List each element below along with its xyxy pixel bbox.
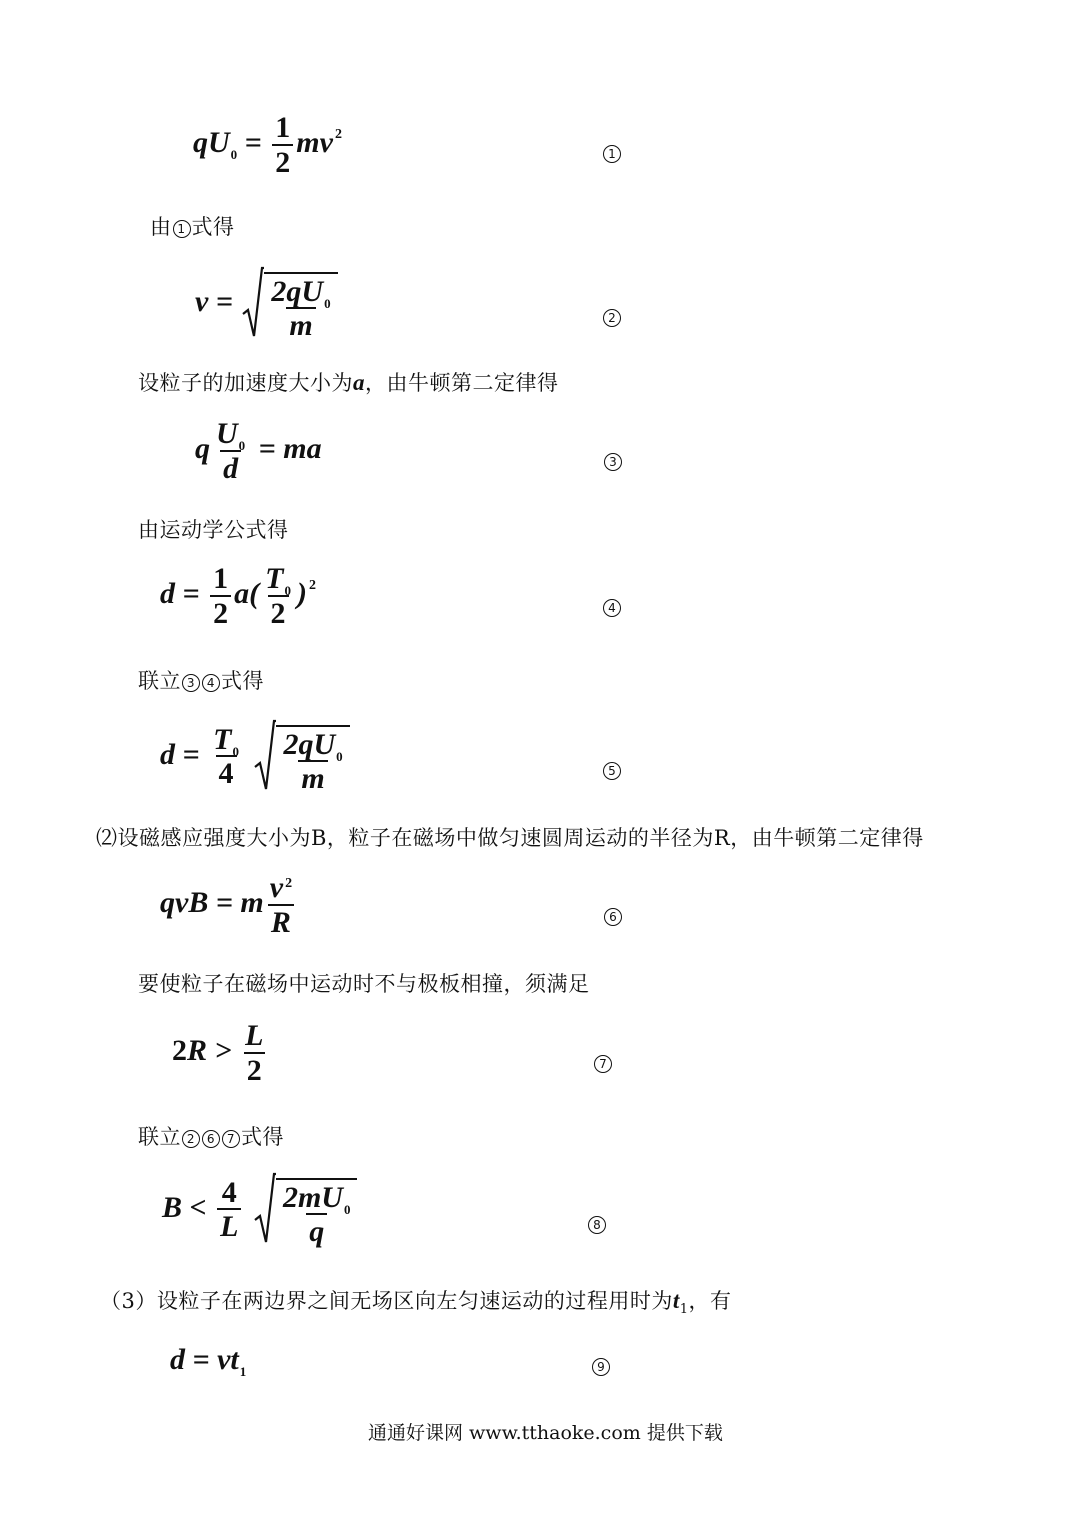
equation-2: v = $\frac{2qU_0}{m}$ xyxy=(195,266,338,342)
equation-8: B < $\frac{4}{L}$ $\frac{2mU_0}{q}$ xyxy=(162,1172,357,1248)
equation-4: d = $\frac{1}{2}$ a( $\frac{T_0}{2}$ ) $^2$ xyxy=(160,562,316,630)
equation-1: $qU_0$ = $\frac{1}{2}$ mv $^2$ xyxy=(193,111,342,179)
equation-7-marker: 7 xyxy=(593,1055,613,1073)
text-combine-3-4: 联立 3 4 式得 xyxy=(138,669,264,693)
equation-6: qvB = m $\frac{v ^2}{R}$ xyxy=(160,871,293,939)
text-from-eq1: 由 1 式得 xyxy=(150,215,235,239)
equation-9: $d = vt_1$ xyxy=(170,1343,247,1379)
equation-7: 2R > $\frac{L}{2}$ xyxy=(172,1019,264,1087)
text-kinematics: 由运动学公式得 xyxy=(138,518,289,542)
equation-5: d = $\frac{T_0}{4}$ $\frac{2qU_0}{m}$ xyxy=(160,719,350,795)
equation-2-marker: 2 xyxy=(602,309,622,327)
equation-3-marker: 3 xyxy=(603,453,623,471)
text-combine-2-6-7: 联立 2 6 7 式得 xyxy=(138,1125,284,1149)
equation-1-marker: 1 xyxy=(602,145,622,163)
text-part-2: ⑵设磁感应强度大小为B，粒子在磁场中做匀速圆周运动的半径为R，由牛顿第二定律得 xyxy=(96,826,924,850)
text-condition: 要使粒子在磁场中运动时不与极板相撞，须满足 xyxy=(138,972,590,996)
footer-credit: 通通好课网 www.tthaoke.com 提供下载 xyxy=(368,1422,723,1444)
equation-5-marker: 5 xyxy=(602,762,622,780)
equation-9-marker: 9 xyxy=(591,1358,611,1376)
equation-4-marker: 4 xyxy=(602,599,622,617)
equation-6-marker: 6 xyxy=(603,908,623,926)
equation-8-marker: 8 xyxy=(587,1216,607,1234)
text-part-3: （3）设粒子在两边界之间无场区向左匀速运动的过程用时为$t_1$，有 xyxy=(100,1288,732,1317)
equation-3: q $\frac{U_0}{d}$ = ma xyxy=(195,417,322,485)
text-acceleration: 设粒子的加速度大小为a，由牛顿第二定律得 xyxy=(138,370,559,395)
